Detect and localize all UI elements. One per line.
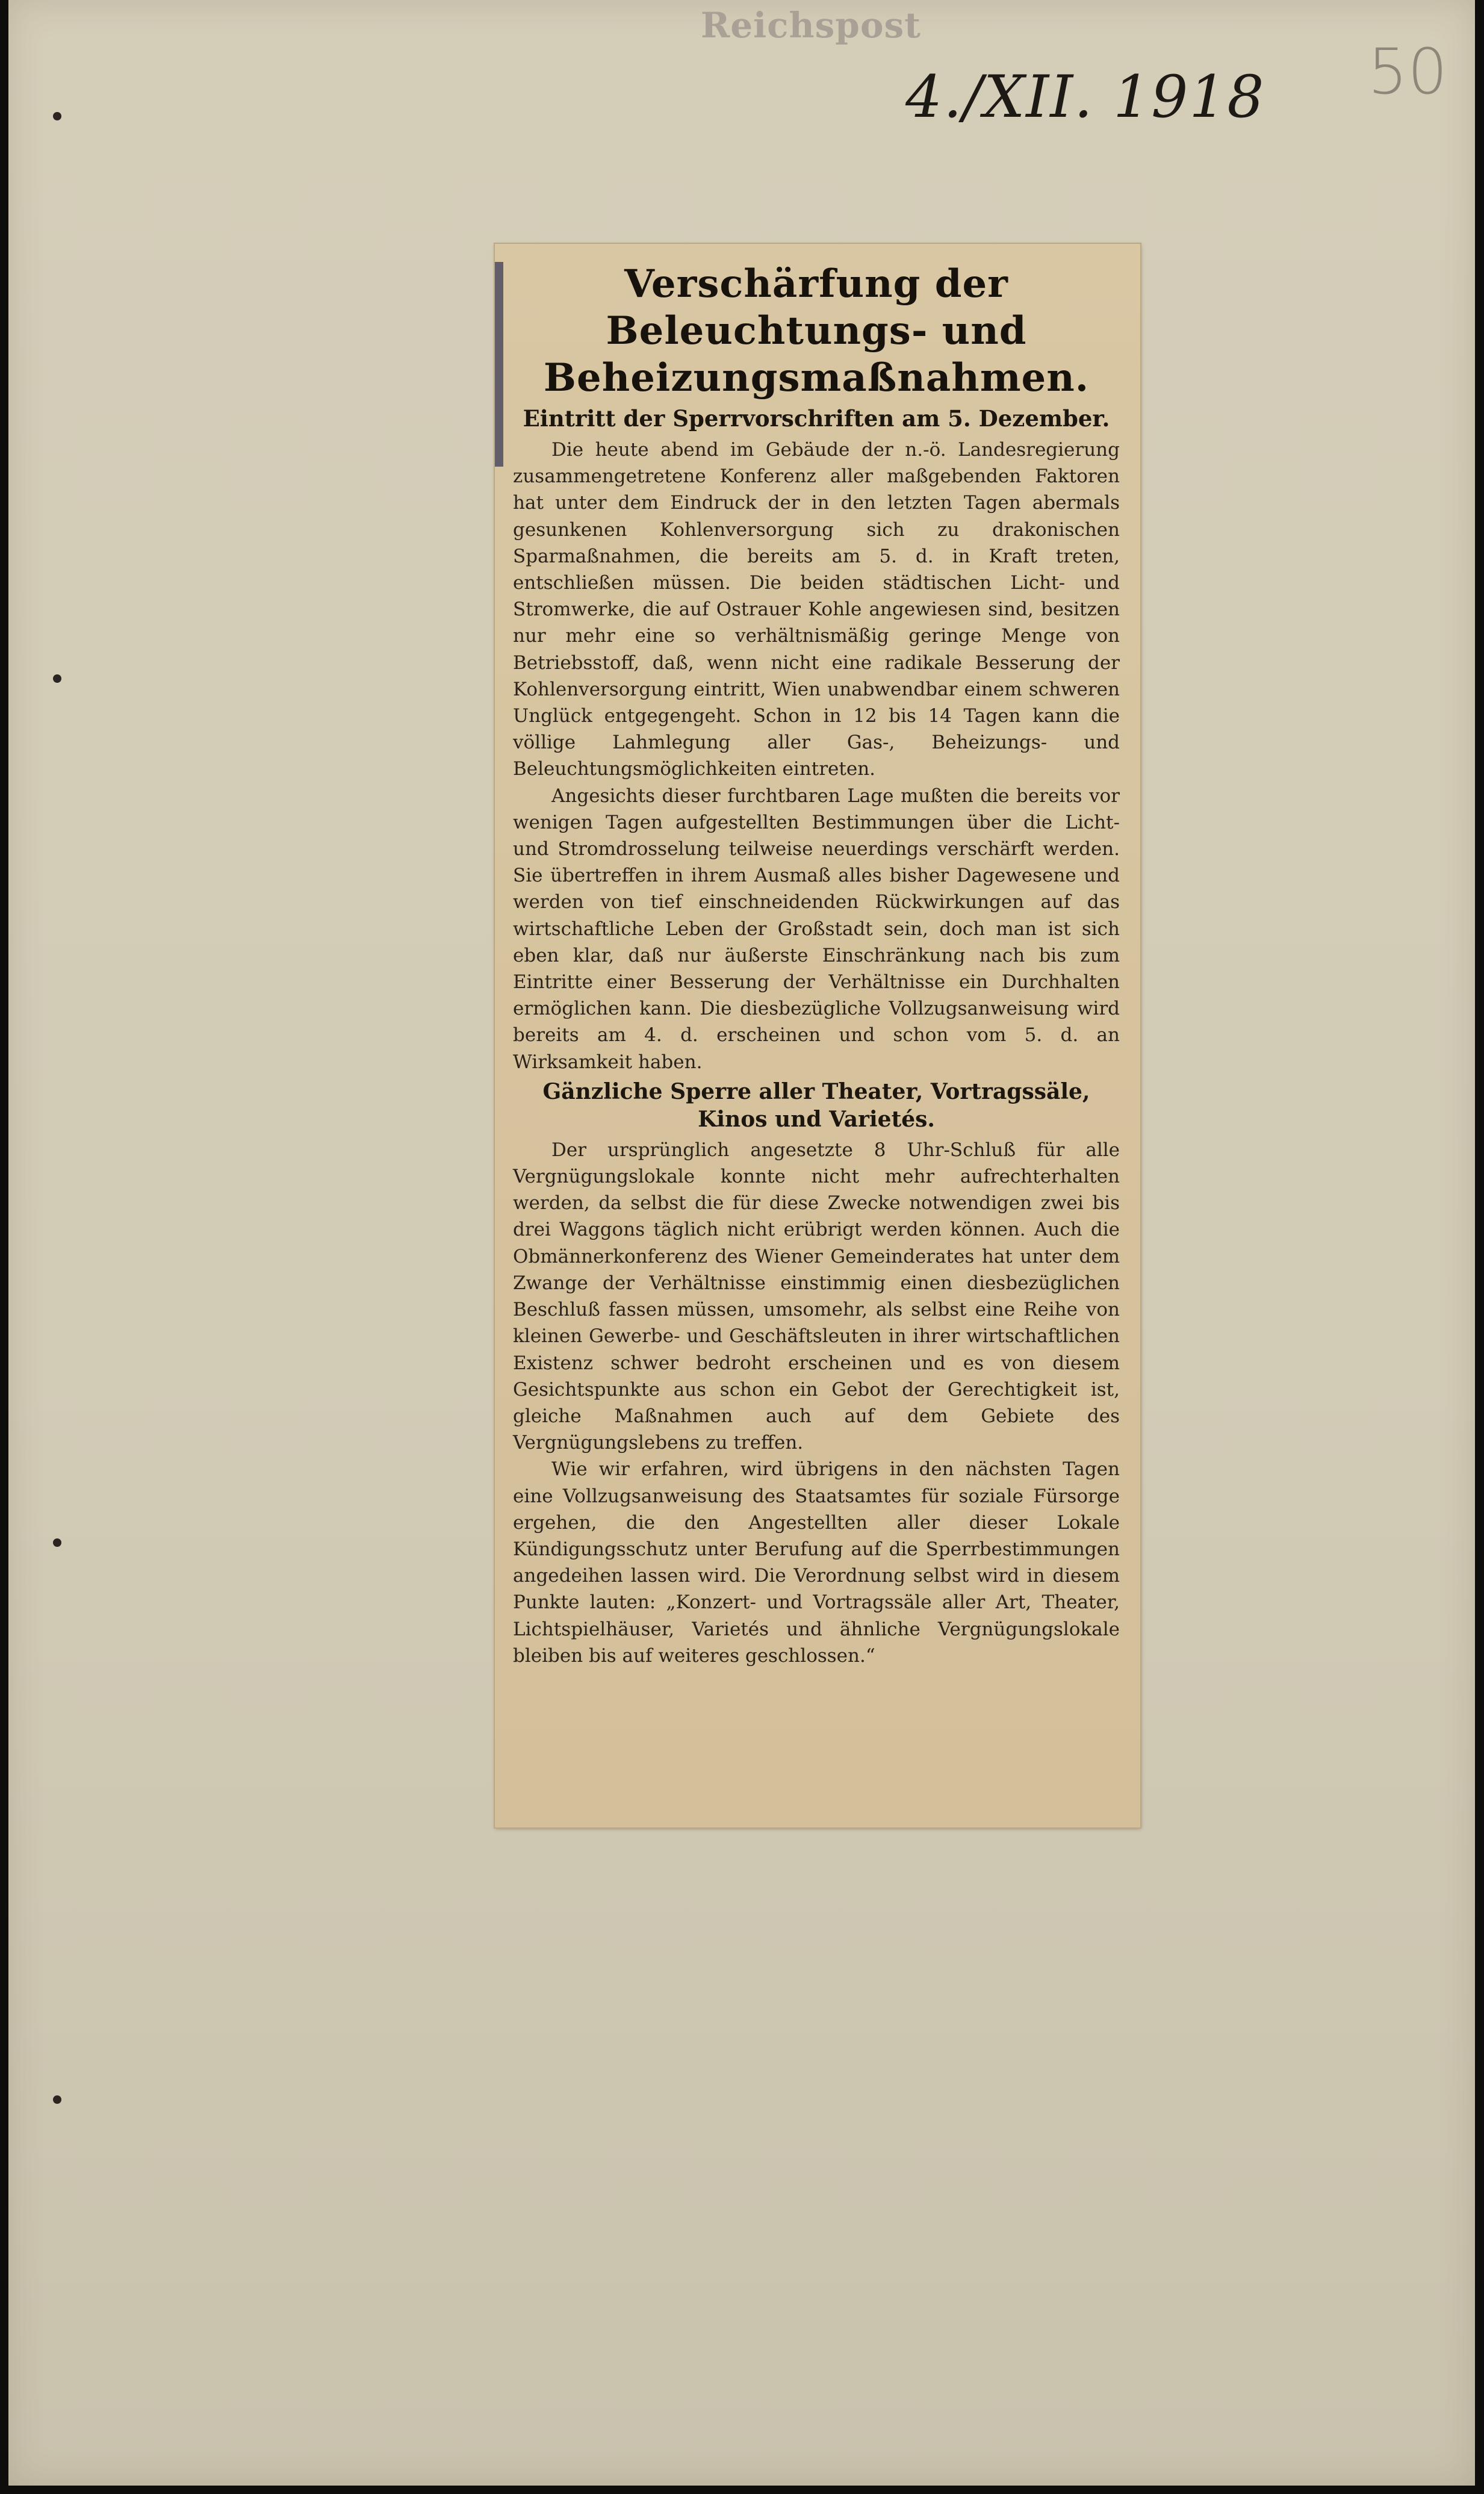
newspaper-stamp: Reichspost xyxy=(701,5,921,46)
archive-sheet xyxy=(8,0,1475,2486)
section-paragraph-2: Wie wir erfahren, wird übrigens in den nächsten Tagen eine Vollzugsanweisung des Staatsamtes für soziale Fürsorge ergehen, die den Angestellten aller dieser Lokale Kündigungsschutz unter Berufung auf die Sperrbestimmungen angedeihen lassen wird. Die Verordnung selbst wird in diesem Punkte lauten: „Konzert- und Vortragssäle aller Art, Theater, Lichtspielhäuser, Varietés und ähnliche Vergnügungslokale bleiben bis auf weiteres geschlossen.“ xyxy=(513,1458,1120,1667)
newspaper-clipping xyxy=(495,244,1140,1827)
punch-hole-top xyxy=(53,112,61,120)
punch-hole-middle xyxy=(53,674,61,683)
handwritten-date: 4./XII. 1918 xyxy=(905,63,1265,131)
article-paragraph-1: Die heute abend im Gebäude der n.-ö. Landesregierung zusammengetretene Konferenz aller maßgebenden Faktoren hat unter dem Eindruck der in den letzten Tagen abermals gesunkenen Kohlenversorgung sich zu drakonischen Sparmaßnahmen, die bereits am 5. d. in Kraft treten, entschließen müssen. Die beiden städtischen Licht- und Stromwerke, die auf Ostrauer Kohle angewiesen sind, besitzen nur mehr eine so verhältnismäßig geringe Menge von Betriebsstoff, daß, wenn nicht eine radikale Besserung der Kohlenversorgung eintritt, Wien unabwendbar einem schweren Unglück entgegengeht. Schon in 12 bis 14 Tagen kann die völlige Lahmlegung aller Gas-, Beheizungs- und Beleuchtungsmöglichkeiten eintreten. xyxy=(513,439,1120,780)
article-paragraph-2: Angesichts dieser furchtbaren Lage mußten die bereits vor wenigen Tagen aufgestellten Bestimmungen über die Licht- und Stromdrosselung teilweise neuerdings verschärft werden. Sie übertreffen in ihrem Ausmaß alles bisher Dagewesene und werden von tief einschneidenden Rückwirkungen auf das wirtschaftliche Leben der Großstadt sein, doch man ist sich eben klar, daß nur äußerste Einschränkung nach bis zum Eintritte einer Besserung der Verhältnisse ein Durchhalten ermöglichen kann. Die diesbezügliche Vollzugsanweisung wird bereits am 4. d. erscheinen und schon vom 5. d. an Wirksamkeit haben. xyxy=(513,785,1120,1073)
article-headline: Verschärfung der Beleuchtungs- und Beheizungsmaßnahmen. xyxy=(543,261,1090,400)
article-subheadline: Eintritt der Sperrvorschriften am 5. Dezember. xyxy=(523,405,1110,432)
punch-hole-lower xyxy=(53,1538,61,1547)
clipping-ink-edge xyxy=(495,262,503,467)
handwritten-page-number: 50 xyxy=(1368,35,1448,108)
section-heading: Gänzliche Sperre aller Theater, Vortragssäle, Kinos und Varietés. xyxy=(542,1078,1090,1132)
punch-hole-bottom xyxy=(53,2095,61,2104)
section-paragraph-1: Der ursprünglich angesetzte 8 Uhr-Schluß für alle Vergnügungslokale konnte nicht mehr aufrechterhalten werden, da selbst die für diese Zwecke notwendigen zwei bis drei Waggons täglich nicht erübrigt werden können. Auch die Obmännerkonferenz des Wiener Gemeinderates hat unter dem Zwange der Verhältnisse einstimmig einen diesbezüglichen Beschluß fassen müssen, umsomehr, als selbst eine Reihe von kleinen Gewerbe- und Geschäftsleuten in ihrer wirtschaftlichen Existenz schwer bedroht erscheinen und es von diesem Gesichtspunkte aus schon ein Gebot der Gerechtigkeit ist, gleiche Maßnahmen auch auf dem Gebiete des Vergnügungslebens zu treffen. xyxy=(513,1139,1120,1454)
